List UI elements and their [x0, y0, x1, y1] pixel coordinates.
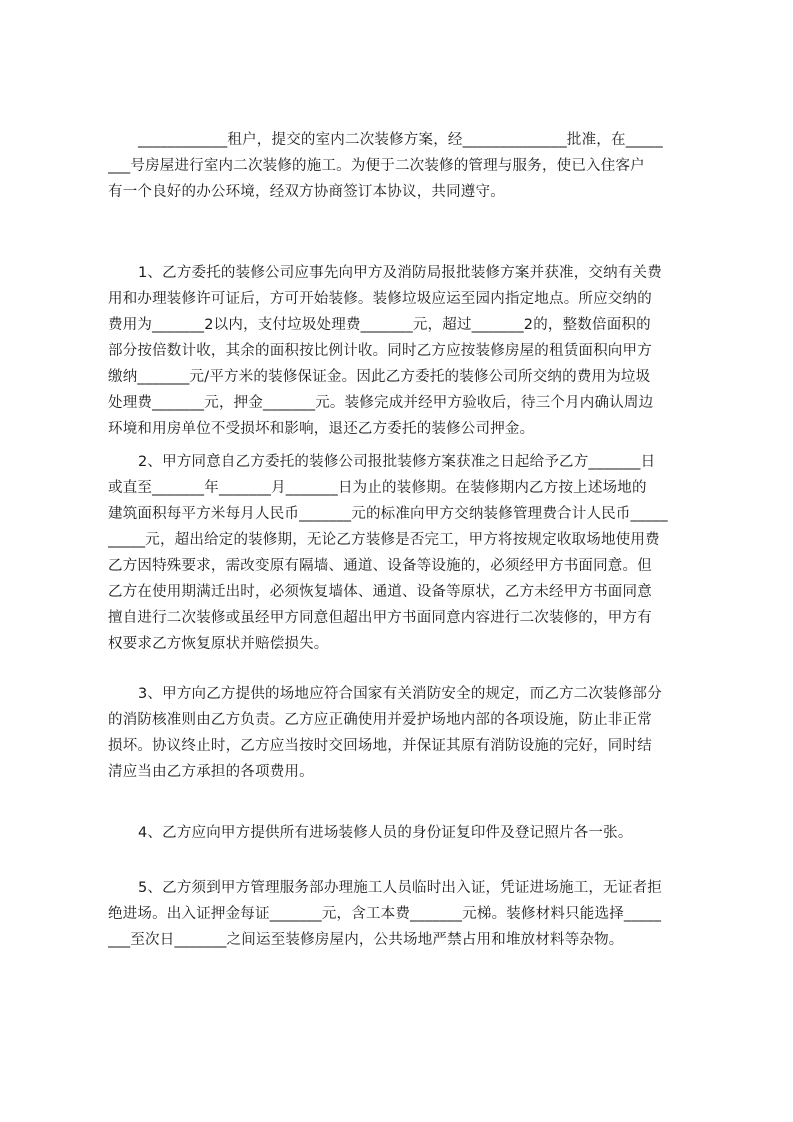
text-line: 权要求乙方恢复原状并赔偿损失。 — [108, 636, 329, 652]
text-line: ____________租户，提交的室内二次装修方案，经______________批准，在_____ — [138, 132, 663, 148]
text-line: 的消防核准则由乙方负责。乙方应正确使用并爱护场地内部的各项设施，防止非正常 — [108, 712, 652, 728]
text-line: 处理费_______元，押金_______元。装修完成并经甲方验收后，待三个月内确认周边 — [108, 395, 654, 411]
text-line: 擅自进行二次装修或虽经甲方同意但超出甲方书面同意内容进行二次装修的，甲方有 — [108, 610, 652, 626]
clause-2-paragraph — [108, 449, 702, 657]
text-line: 2、甲方同意自乙方委托的装修公司报批装修方案获准之日起给予乙方_______日 — [138, 454, 656, 470]
text-line: _____元，超出给定的装修期，无论乙方装修是否完工，甲方将按规定收取场地使用费 — [108, 532, 660, 548]
text-line: ___至次日_______之间运至装修房屋内，公共场地严禁占用和堆放材料等杂物。 — [108, 932, 624, 948]
text-line: 用和办理装修许可证后，方可开始装修。装修垃圾应运至园内指定地点。所应交纳的 — [108, 291, 652, 307]
clause-5-paragraph — [108, 875, 702, 953]
text-line: 费用为_______2以内，支付垃圾处理费_______元，超过_______2的，整数倍面积的 — [108, 317, 651, 333]
text-line: 部分按倍数计收，其余的面积按比例计收。同时乙方应按装修房屋的租赁面积向甲方 — [108, 343, 652, 359]
text-line: 绝进场。出入证押金每证_______元，含工本费_______元梯。装修材料只能选择_____ — [108, 906, 662, 922]
text-line: 5、乙方须到甲方管理服务部办理施工人员临时出入证，凭证进场施工，无证者拒 — [138, 880, 662, 896]
text-line: 缴纳_______元/平方米的装修保证金。因此乙方委托的装修公司所交纳的费用为垃圾 — [108, 369, 651, 385]
text-line: 或直至_______年_______月_______日为止的装修期。在装修期内乙方按上述场地的 — [108, 480, 647, 496]
text-line: 乙方在使用期满迁出时，必须恢复墙体、通道、设备等原状，乙方未经甲方书面同意 — [108, 584, 652, 600]
text-line: 乙方因特殊要求，需改变原有隔墙、通道、设备等设施的，必须经甲方书面同意。但 — [108, 558, 652, 574]
text-line: 4、乙方应向甲方提供所有进场装修人员的身份证复印件及登记照片各一张。 — [138, 825, 633, 841]
clause-4-paragraph — [108, 820, 702, 846]
preamble-paragraph — [108, 127, 702, 205]
clause-3-paragraph — [108, 681, 702, 785]
text-line: 建筑面积每平方米每月人民币_______元的标准向甲方交纳装修管理费合计人民币_____ — [108, 506, 668, 522]
text-line: 有一个良好的办公环境，经双方协商签订本协议，共同遵守。 — [108, 184, 505, 200]
text-line: 环境和用房单位不受损坏和影响，退还乙方委托的装修公司押金。 — [108, 421, 535, 437]
text-line: 损坏。协议终止时，乙方应当按时交回场地，并保证其原有消防设施的完好，同时结 — [108, 738, 652, 754]
text-line: 3、甲方向乙方提供的场地应符合国家有关消防安全的规定，而乙方二次装修部分 — [138, 686, 662, 702]
text-line: 清应当由乙方承担的各项费用。 — [108, 764, 314, 780]
text-line: ___号房屋进行室内二次装修的施工。为便于二次装修的管理与服务，使已入住客户 — [108, 158, 645, 174]
text-line: 1、乙方委托的装修公司应事先向甲方及消防局报批装修方案并获准，交纳有关费 — [138, 265, 662, 281]
clause-1-paragraph — [108, 260, 702, 442]
